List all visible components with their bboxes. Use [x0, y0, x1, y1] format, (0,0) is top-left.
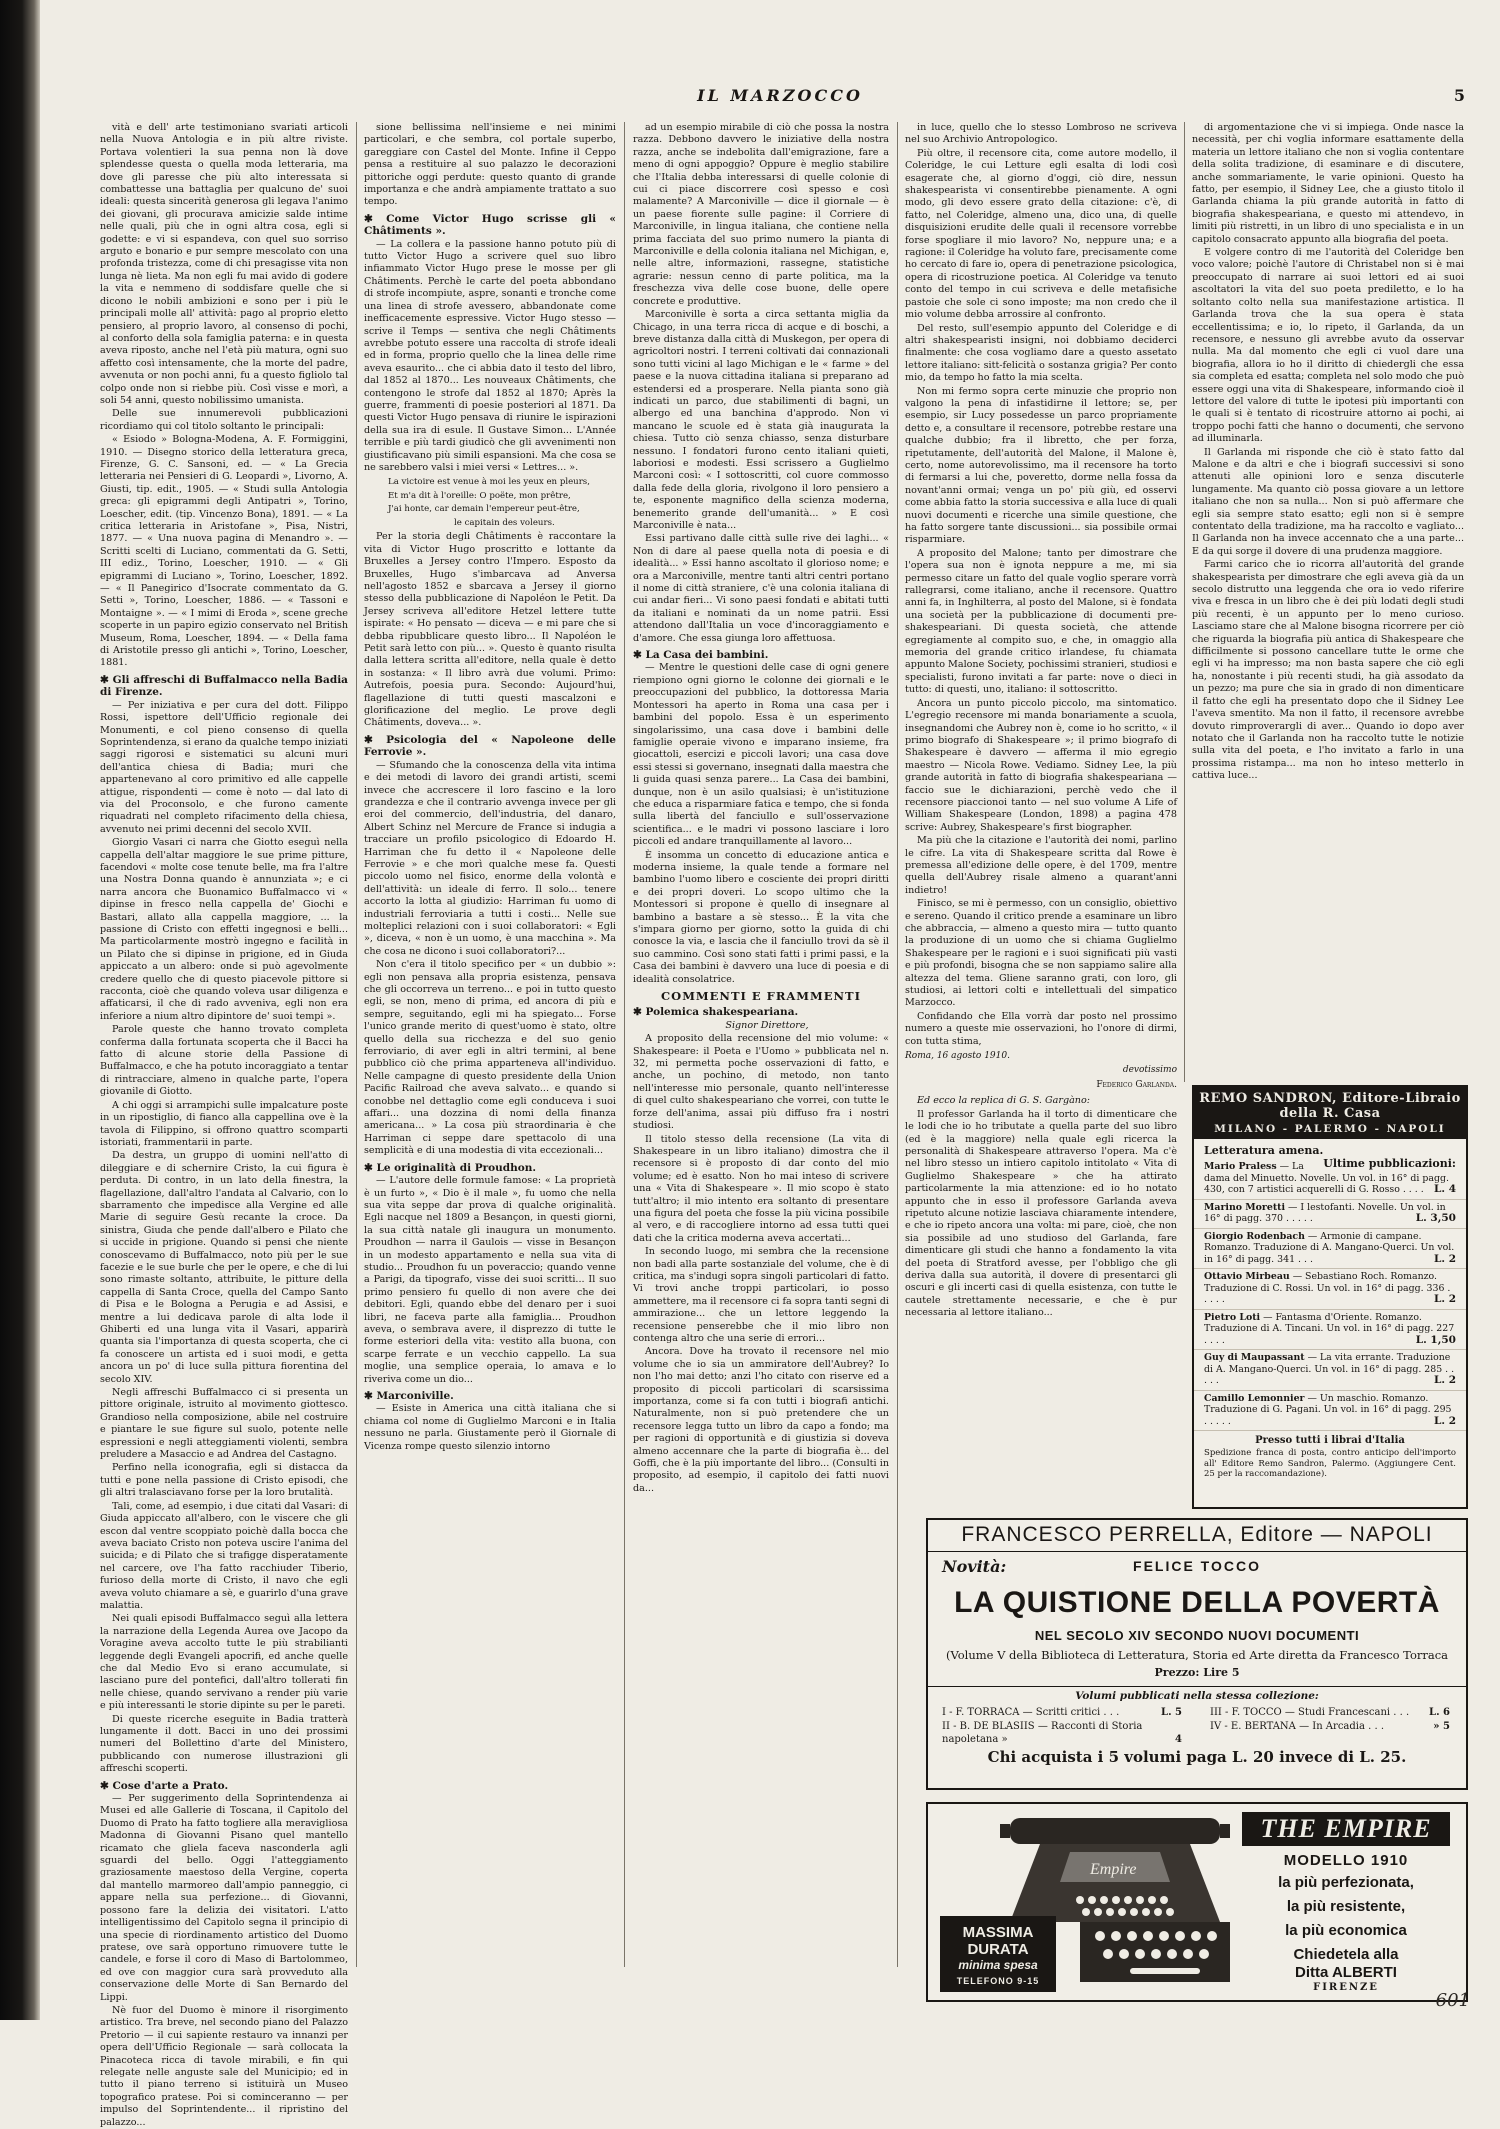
ad-section-right: Ultime pubblicazioni: — [1323, 1157, 1456, 1170]
book-price: L. 2 — [1434, 1293, 1456, 1305]
book-series: (Volume V della Biblioteca di Letteratura, Storia ed Arte diretta da Francesco Torraca — [945, 1648, 1449, 1662]
paragraph: Nè fuor del Duomo è minore il risorgimento artistico. Tra breve, nel secondo piano del Palazzo Pretorio — il cui sapiente restauro va innanzi per opera dell'Ufficio Regionale — sarà collocata la Pinacoteca ricca di tavole mirabili, e fin qui relegate nelle anguste sale del Municipio; ed in tutto il piano terreno si istituirà un Museo topografico pratese. Poi si cominceranno — per impulso del Soprintendente... il ripristino del palazzo... — [100, 2004, 348, 2128]
poem-line: J'ai honte, car demain l'empereur peut-être, — [388, 504, 580, 515]
publisher-name: FRANCESCO PERRELLA, Editore — NAPOLI — [928, 1520, 1466, 1552]
paragraph: — Sfumando che la conoscenza della vita intima e dei metodi di lavoro dei grandi artisti, scemi invece che accrescere il loro fascino e la loro grandezza e che il contrario avvenga invece per gli eroi del commercio, dell'industria, del danaro, Albert Schinz nel Mercure de France si indugia a tracciare un profilo psicologico di Edoardo H. Harriman che fu detto il « Napoleone delle Ferrovie » e che morì qualche mese fa. Questi piccolo uomo nel fisico, enorme della volontà e dell'attività: un ideale di ferro. Il solo... tenere accorto la lotta al giudizio: Harriman fu uomo di industriali ferroviaria a tutti i costi... Nelle sue molteplici relazioni con i suoi collaboratori: « Egli », diceva, « non è un uomo, è una macchina ». Ma che cosa ne dicono i suoi collaboratori?... — [364, 759, 616, 957]
paragraph: — Per iniziativa e per cura del dott. Filippo Rossi, ispettore dell'Ufficio regionale dei Monumenti, e col pieno consenso di quella Soprintendenza, si erano da qualche tempo iniziati saggi rigorosi e sistematici su alcuni muri dell'antica chiesa di Badia; muri che appartenevano al coro primitivo ed alle cappelle attigue, rispondenti — come è noto — dal lato di via del Proconsolo, e che furono camente riquadrati nel completo rifacimento della chiesa, avvenuto nei primi decenni del secolo XVII. — [100, 699, 348, 835]
volume-title: III - F. TOCCO — Studi Francescani . . . — [1210, 1707, 1410, 1718]
paragraph: Essi partivano dalle città sulle rive dei laghi... « Non di dare al paese quella nota di poesia e di idealità... » Essi hanno ascoltato il glorioso nome; e ora a Marconiville, mentre tanti altri centri portano il nome di città straniere, c'è una colonia italiana di cui andar fieri... Vi sono paesi fondati e abitati tutti da italiani e nominati da un nome patrii. Essi attendono dall'Italia un voce d'incoraggiamento e d'amore. Che essa giunga loro affettuosa. — [633, 533, 889, 644]
book-entry — [1194, 1269, 1466, 1310]
book-price: L. 2 — [1434, 1374, 1456, 1386]
paragraph: Giorgio Vasari ci narra che Giotto eseguì nella cappella dell'altar maggiore le sue prime pitture, facendovi « molte cose tenute belle, ma fra l'altre una Nostra Donna quando è annunziata »; e ci narra ancora che Buonamico Buffalmacco vi « dipinse in fresco nella cappella de' Giochi e Bastari, allato alla cappella maggiore, ... la passione di Cristo con effetti ingegnosi e belli... Ma particolarmente mostrò ingegno e facilità in un Pilato che si dipinse in prigione, ed in Giuda appiccato a un albero: onde si può agevolmente credere quello che di questo piacevole pittore si racconta, cioè che quando voleva usar diligenza e affaticarsi, il che di rado avveniva, egli non era inferiore a nium altro dipintore de' suoi tempi ». — [100, 837, 348, 1022]
paragraph: Parole queste che hanno trovato completa conferma dalla fortunata scoperta che il Bacci ha fatto di alcune storie della Passione di Buffalmacco, e che ha potuto incoraggiato a tentar di rintracciare, almeno in qualche parte, l'opera giovanile di Giotto. — [100, 1024, 348, 1098]
closing: devotissimo — [1122, 1065, 1177, 1076]
paragraph: di argomentazione che vi si impiega. Onde nasce la necessità, per chi voglia informare esattamente della materia un lettore italiano che non si voglia contentare della solita tradizione, di esaminare e di discutere, anche sommariamente, le varie opinioni. Questo ha fatto, per esempio, il Sidney Lee, che a giusto titolo il Garlanda chiama la più grande autorità in fatto di biografia shakespeariana, e questo mi attendevo, in limiti più ristretti, in un libro di uno specialista e in un capitolo consacrato appunto alla biografia del poeta. — [1192, 122, 1464, 245]
book-author: Marino Moretti — [1204, 1201, 1286, 1213]
book-entry — [1194, 1200, 1466, 1229]
published-volume — [942, 1706, 1182, 1719]
article-heading: ✱ Cose d'arte a Prato. — [100, 1779, 229, 1792]
paragraph: Di queste ricerche eseguite in Badia tratterà lungamente il dott. Bacci in uno dei prossimi numeri del Bollettino d'arte del Ministero, pubblicando con numerose illustrazioni gli affreschi scoperti. — [100, 1713, 348, 1775]
book-subtitle: NEL SECOLO XIV SECONDO NUOVI DOCUMENTI — [1034, 1628, 1360, 1643]
bibliography: « Esiodo » Bologna-Modena, A. F. Formiggini, 1910. — Disegno storico della letteratura greca, Firenze, G. C. Sansoni, ed. — « La Grecia letteraria nei Pensieri di G. Leopardi », Livorno, A. Giusti, tip. edit., 1905. — « Studi sulla Antologia greca: gli epigrammi degli Antipatri », Torino, Loescher, edit. (tip. Vincenzo Bona), 1891. — « La critica letteraria in Aristofane », Pisa, Nistri, 1877. — « Una nuova pagina di Menandro ». — Scritti scelti di Luciano, commentati da G. Setti, III ediz., Torino, Loescher, 1910. — « Gli epigrammi di Luciano », Torino, Loescher, 1892. — « Il Panegirico d'Isocrate commentato da G. Setti », Torino, Loescher, 1886. — « Tassoni e Montaigne ». — « I mimi di Eroda », scene greche scoperte in un papiro egizio conservato nel British Museum, Roma, Loescher, 1894. — « Della fama di Aristotile presso gli antichi », Torino, Loescher, 1881. — [100, 434, 348, 669]
article-heading: ✱ Gli affreschi di Buffalmacco nella Badia di Firenze. — [100, 673, 348, 699]
paragraph: A proposito della recensione del mio volume: « Shakespeare: il Poeta e l'Uomo » pubblicata nel n. 32, mi permetta poche osservazioni di fatto, e anche, un pochino, di metodo, non tanto nell'interesse mio personale, quanto nell'interesse di quel culto shakespeariano che vorrei, con tutte le forze dell'anima, assai più diffuso fra i nostri studiosi. — [633, 1033, 889, 1132]
ad-section-label: Letteratura amena. — [1204, 1144, 1324, 1157]
article-heading: ✱ Psicologia del « Napoleone delle Ferrovie ». — [364, 733, 616, 759]
typewriter-carriage — [1010, 1818, 1220, 1844]
book-title: LA QUISTIONE DELLA POVERTÀ — [954, 1586, 1440, 1619]
book-description: — La vita errante. Traduzione di A. Mangano-Querci. Un vol. in 16° di pagg. 285 . . . . . — [1204, 1352, 1455, 1386]
poem-line: le capitain des voleurs. — [454, 517, 555, 528]
volume-price: » 5 — [1433, 1721, 1450, 1732]
paragraph: — La collera e la passione hanno potuto più di tutto Victor Hugo a scrivere quel suo libro infiammato Victor Hugo prese le mosse per gli Châtiments. Perchè le carte del poeta abbondano di strofe incompiute, aspre, sonanti e tronche come una linea di strofe avessero, abbandonate come inefficacemente espressive. Victor Hugo stesso — scrive il Temps — sentiva che negli Châtiments avrebbe potuto essere una raccolta di strofe ideali ed in forma, proprio quello che la linea delle rime aveva esaurito... che ci abbia dato il testo del libro, dal 1852 al 1870... Les nouveaux Châtiments, che contengono le strofe dal 1852 al 1870; Après la guerre, frammenti di poesie posteriori al 1871. Da questi Victor Hugo pensava di riunire le ispirazioni della sua ira di esule. Il Gustave Simon... L'Année terrible e più tardi giudicò che gli avvenimenti non giustificavano più simili espansioni. Ma che cosa se ne sarebbero valsi i miei versi « Lettres... ». — [364, 238, 616, 473]
book-entry — [1194, 1391, 1466, 1432]
column-3 — [633, 122, 889, 1962]
column-rule — [356, 122, 357, 1967]
paragraph: — L'autore delle formule famose: « La proprietà è un furto », « Dio è il male », fu uomo che nella sua vita seppe dar prova di qualche originalità. Egli nacque nel 1809 a Besançon, in questi giorni, la sua città natale gli inaugura un monumento. Proudhon — narra il Gaulois — visse in Besançon in un modesto appartamento e nella sua vita di studio... Proudhon fu un poveraccio; quando venne a Parigi, da tipografo, visse dei suoi scritti... Il suo primo pensiero fu quello di non avere che dei debitori. Egli, quando ebbe del denaro per i suoi libri, ne faceva parte alla famiglia... Proudhon aveva, o sembrava avere, il disprezzo di tutte le forme esteriori della vita: vestito alla buona, con scarpe ferrate e un vecchio cappello. La sua moglie, una semplice operaia, lo amava e lo riveriva come un dio... — [364, 1175, 616, 1385]
published-volume — [942, 1720, 1182, 1746]
empire-claim: la più resistente, — [1286, 1898, 1406, 1915]
empire-brand: THE EMPIRE — [1242, 1812, 1450, 1846]
paragraph: A proposito del Malone; tanto per dimostrare che l'opera sua non è ignota neppure a me, mi sia permesso citare un fatto del quale voglio sperare vorrà rallegrarsi, come italiano, anche il recensore. Quattro anni fa, in Inghilterra, al posto del Malone, si è fondata una società per la pubblicazione di documenti pre-shakespeariani. Di questa società, che attende egregiamente al compito suo, e che, in omaggio alla memoria del grande critico irlandese, fu chiamata appunto Malone Society, pochissimi stranieri, studiosi e specialisti, furono invitati a far parte: nove o dieci in tutto: di questi, uno, italiano: il sottoscritto. — [905, 547, 1177, 696]
ad-title: REMO SANDRON, Editore-Libraio della R. Casa — [1194, 1087, 1466, 1123]
book-entry — [1194, 1229, 1466, 1270]
book-price: L. 2 — [1434, 1414, 1456, 1427]
book-description: — Armonie di campane. Romanzo. Traduzione di A. Mangano-Querci. Un vol. in 16° di pagg. 341 . . . — [1204, 1230, 1455, 1265]
article-heading: ✱ Come Victor Hugo scrisse gli « Châtiments ». — [364, 212, 616, 238]
book-author: Camillo Lemonnier — [1204, 1392, 1305, 1404]
article-heading: ✱ Le originalità di Proudhon. — [364, 1161, 537, 1174]
paragraph: A chi oggi si arrampichi sulle impalcature poste in un ripostiglio, di fianco alla cappellina ove è la tavola di Filippino, si offrono quattro scomparti istoriati, frammentarii in parte. — [100, 1099, 348, 1148]
paragraph: In secondo luogo, mi sembra che la recensione non badi alla parte sostanziale del volume, che è di critica, ma s'indugi sopra singoli particolari di fatto. Vi trovi anche troppi particolari, io posso ammettere, ma il recensore ci fa sopra tanti segni di ammirazione... che un lettore leggendo la recensione penserebbe che il mio libro non contenga altro che una serie di errori... — [633, 1246, 889, 1344]
paragraph: in luce, quello che lo stesso Lombroso ne scriveva nel suo Archivio Antropologico. — [905, 122, 1177, 146]
paragraph: Delle sue innumerevoli pubblicazioni ricordiamo qui col titolo soltanto le principali: — [100, 408, 348, 432]
book-author: Ottavio Mirbeau — [1204, 1271, 1290, 1282]
salutation: Signor Direttore, — [725, 1019, 809, 1031]
paragraph: Tali, come, ad esempio, i due citati dal Vasari: di Giuda appiccato all'albero, con le viscere che gli escon dal ventre scoppiato poichè dalla bocca che aveva baciato Cristo non poteva uscire l'anima del suicida; e di Pilato che si trafigge disperatamente nel carcere, ove l'ha fatto racchiuder Tiberio, furioso della morte di Cristo, il navo che egli aveva voluto chiamare a sè, e guarirlo d'una grave malattia. — [100, 1500, 348, 1611]
section-title: COMMENTI E FRAMMENTI — [661, 989, 861, 1004]
svg-text:Empire: Empire — [1090, 1861, 1137, 1878]
ad-footer: Presso tutti i librai d'Italia — [1255, 1435, 1405, 1446]
column-rule — [1184, 122, 1185, 1082]
dateline: Roma, 16 agosto 1910. — [905, 1051, 1010, 1062]
book-description: — Sebastiano Roch. Romanzo. Traduzione di C. Rossi. Un vol. in 16° di pagg. 336 . . . . . — [1204, 1271, 1451, 1305]
poem-line: La victoire est venue à moi les yeux en pleurs, — [388, 477, 590, 488]
paragraph: Nei quali episodi Buffalmacco seguì alla lettera la narrazione della Legenda Aurea ove Jacopo da Voragine aveva accolto tutte le più strabilianti leggende degli Evangeli apocrifi, ed anche quelle che dal Medio Evo si erano accumulate, si lasciano pure del pontefici, dall'altro tollerati fin nelle chiese, quando servivano a render più varie e più interessanti le storie dipinte su per le pareti. — [100, 1613, 348, 1712]
paragraph: Perfino nella iconografia, egli si distacca da tutti e pone nella passione di Cristo episodi, che gli altri tralasciavano forse per la loro brutalità. — [100, 1462, 348, 1499]
paragraph: Per la storia degli Châtiments è raccontare la vita di Victor Hugo proscritto e lottante da Bruxelles a Jersey contro l'Impero. Esposto da Bruxelles, Hugo s'imbarcava ad Anversa nell'agosto 1852 e sbarcava a Jersey il giorno stesso della pubblicazione di Napoléon le Petit. Da Jersey scriveva all'editore Hetzel lettere tutte ispirate: « Ho pensato — diceva — e mi pare che si debba ripubblicare questo libro... Il Napoléon le Petit sarà letto con più... ». Questo è quanto risulta dalla lettera scritta all'editore, nella quale è detto in sostanza: « Il libro avrà due volumi. Primo: Autrefois, poesia pura. Secondo: Aujourd'hui, flagellazione di tutti questi mascalzoni e glorificazione del meglio. Le prove degli Châtiments, doveva... ». — [364, 531, 616, 729]
handwritten-folio-number: 601 — [1435, 1990, 1470, 2011]
article-heading: ✱ La Casa dei bambini. — [633, 649, 769, 662]
signer: Federico Garlanda. — [1096, 1079, 1177, 1090]
paragraph: Non mi fermo sopra certe minuzie che proprio non valgono la pena di infastidirne il lettore; se, per esempio, sir Lucy possedesse un parco propriamente detto e, a consultare il recensore, potrebbe restare una qualche dubbio; fra il libretto, che per forza, ripetutamente, dell'autorità del Malone, il Malone è, certo, nome autorevolissimo, ma il recensore ha torto di fermarsi a lui che, poveretto, dorme nella fossa da novant'anni ormai; venga un po' più giù, ed osservi come abbia fatto la storia successiva e alla luce di quali nuovi documenti e ricerche una simile questione, che ha fatto sorgere tante discussioni... sia possibile ormai risparmiare. — [905, 385, 1177, 546]
article-heading: ✱ Polemica shakespeariana. — [633, 1006, 799, 1019]
paragraph: E volgere contro di me l'autorità del Coleridge ben voco valore; poichè l'autore di Christabel non si è mai preoccupato di narrare ai suoi lettori ed ai suoi ascoltatori la vita del suo poeta prediletto, e lo ha soltanto colto nella sua manifestazione artistica. Il Garlanda trova che la sua opera è stata eccellentissima; e io, lo ripeto, il Garlanda, da un recensore, e nessuno gli avrebbe avuto da osservar nulla. Ma dal momento che egli ci vuol dare una biografia, allora io ho il diritto di chiedergli che essa sia completa ed esatta; completa nel solo modo che può essere oggi una vita di Shakespeare, informando cioè il lettore del valore di tutte le ipotesi più importanti con le quali si è tentato di ricostruire attorno ai pochi, ai troppo pochi fatti che hanno o documenti, che servono ad illuminarla. — [1192, 247, 1464, 445]
published-heading: Volumi pubblicati nella stessa collezione: — [928, 1686, 1466, 1702]
paragraph: È insomma un concetto di educazione antica e moderna insieme, la quale tende a formare nel bambino l'uomo libero e cosciente dei propri diritti e dei propri doveri. Lo scopo ultimo che la Montessori si propone è quello di insegnare al bambino a bastare a sè stesso... È la vita che s'impara giorno per giorno, sotto la guida di chi conosce la via, e lascia che il fanciullo trovi da sè il suo cammino. Così sono stati fatti i primi passi, e la Casa dei bambini è davvero una luce di poesia e di idealità consolatrice. — [633, 849, 889, 985]
book-price: L. 2 — [1434, 1252, 1456, 1265]
paragraph: Del resto, sull'esempio appunto del Coleridge e di altri shakespearisti insigni, noi dobbiamo deciderci finalmente: che cosa vogliamo dare a questo assetato lettore italiano: sitt-felicità o sostanza grigia? Per conto mio, da tempo ho fatto la mia scelta. — [905, 322, 1177, 384]
paragraph: Il professor Garlanda ha il torto di dimenticare che le lodi che io ho tributate a quella parte del suo libro (ed è la maggiore) nella quale egli ricerca la personalità di Shakespeare attraverso l'opera. Ma c'è nel libro stesso un intiero capitolo intitolato « Vita di Guglielmo Shakespeare » che ha attirato particolarmente la mia attenzione: ed io ho notato appunto che in esso il professore Garlanda aveva ripetuto alcune notizie lasciava chiaramente intendere, e che io ripeto ancora una volta: mi pare, cioè, che non sia possibile ad uno studioso del Garlanda, fare dimenticare gli studi che hanno a fondamento la vita del poeta di Stratford avesse, per l'obbligo che gli deriva dalla sua autorità, il dovere di presentarci gli oscuri e gli incerti casi di quella esistenza, con tutte le cautele strettamente necessarie, e che è pur necessaria al lettore italiano... — [905, 1108, 1177, 1319]
column-5 — [1192, 122, 1464, 1082]
paragraph: Più oltre, il recensore cita, come autore modello, il Coleridge, le cui Letture egli esalta di lodi così esagerate che, al giorno d'oggi, ciò dire, nessun shakespearista vi consentirebbe pienamente. A ogni modo, gli devo essere grato della citazione: c'è, di fatto, nel Coleridge, almeno una, dico una, di quelle disquisizioni erudite delle quali il recensore vorrebbe forse spogliare il mio lavoro? No, neppure una; e a ragione: il Coleridge ha voluto fare, precisamente come ho cercato di fare io, opera di penetrazione psicologica, opera di ricostruzione poetica. Al Coleridge va tenuto conto del tempo in cui scriveva e delle metafisiche pastoie che sole ci sono imposte; ma non credo che il mio volume debba arrossire al confronto. — [905, 147, 1177, 321]
paragraph: Farmi carico che io ricorra all'autorità del grande shakespearista per dimostrare che egli aveva già da un secolo distrutto una leggenda che ora io vedo riferire viva e fresca in un libro che è dei più lodati degli studi più recenti, è un appunto per lo meno curioso. Lasciamo stare che al Malone bisogna ricorrere per ciò che riguarda la biografia più antica di Shakespeare che difficilmente si possono cancellare tutte le orme che egli vi ha impresso; ma non basta sapere che ciò egli ha, nonostante i più recenti studi, ha già assodato da un pezzo; ma pure che sia in grado di non dimenticare il fatto che egli ha presentato dopo che il Sidney Lee l'aveva smentito. Ma non il fatto, il recensore avrebbe dovuto rimproverargli di aver... Quando io dopo aver notato che il Garlanda non ha raccolto tutte le notizie sulla vita del poeta, e l'ho invitato a farlo in una prossima ristampa... ma non ho inteso metterlo in cattiva luce... — [1192, 559, 1464, 782]
paragraph: Marconiville è sorta a circa settanta miglia da Chicago, in una terra ricca di acque e di boschi, a breve distanza dalla città di Muskegon, per opera di agricoltori nostri. I terreni coltivati dai connazionali sono tutti vicini al lago Michigan e le « farme » del paese e la nuova cittadina italiana si preparano ad estendersi ed a prosperare. Nella pianta sono già indicati un parco, due stabilimenti di bagni, un albergo ed una banchina d'approdo. Non vi mancano le scuole ed è stata già inaugurata la chiesa. Tutto ciò senza chiasso, senza disturbare nessuno. I fondatori furono cento italiani quieti, laboriosi e modesti. Essi scrissero a Guglielmo Marconi così: « I sottoscritti, col cuore commosso dalla fede della gloria, rivolgono il loro pensiero a te, esponente magnifico della scienza moderna, benemerito grande dell'umanità... » E così Marconiville è nata... — [633, 309, 889, 531]
paragraph: Il Garlanda mi risponde che ciò è stato fatto dal Malone e da altri e che i biografi successivi si sono attenuti alle opinioni loro e senza discuterle lungamente. Ma quanto ciò possa giovare a un lettore italiano che non sa nulla... Non si può affermare che egli sia sempre stato esatto; egli non si è sempre contentato della tradizione, ma ha raccolto e vagliato... Il Garlanda non ha invece accennato che a una parte... E da qui sorge il dovere di una prudenza maggiore. — [1192, 446, 1464, 557]
paragraph: vità e dell' arte testimoniano svariati articoli nella Nuova Antologia e in più altre riviste. Portava volentieri la sua penna non là dove splendesse questa o quella moda letteraria, ma dove gli paresse che più alto interessata si combattesse una battaglia per qualcuno de' suoi ideali: questa sincerità generosa gli legava l'animo dei giovani, gli procurava amicizie salde intime nelle quali, più che in ogni altra cosa, egli si godette: e vi si espandeva, con quel suo sorriso arguto e bonario e pur sempre mescolato con una profonda tristezza, come di chi presagisse vita non lunga nè lieta. Ma non egli fu mai avido di godere la vita e nemmeno di soddisfare quelle che si dicono le nobili ambizioni e sono per i più le principali molle all' attività: pago al proprio eletto pensiero, al proprio lavoro, al consenso di pochi, al conforto della sola famiglia paterna: e in questa aveva riposto, anche nel l'età più matura, ogni suo affetto così intensamente, che la morte del padre, avvenuta or non pochi anni, fu a questo figliolo tal colpo onde non si riebbe più. Così visse e morì, a soli 54 anni, questo nobilissimo umanista. — [100, 122, 348, 406]
sandron-advertisement — [1192, 1085, 1468, 1509]
empire-city: FIRENZE — [1313, 1982, 1379, 1993]
column-rule — [624, 122, 625, 1967]
book-entry — [1194, 1350, 1466, 1391]
volume-title: II - B. DE BLASIIS — Racconti di Storia napoletana » — [942, 1721, 1143, 1745]
book-description: — Un maschio. Romanzo. Traduzione di G. Pagani. Un vol. in 16° di pagg. 295 . . . . . — [1204, 1392, 1452, 1427]
poem-line: Et m'a dit à l'oreille: O poëte, mon prêtre, — [388, 490, 571, 501]
column-4 — [905, 122, 1177, 1319]
published-volume — [1210, 1720, 1450, 1733]
cta-line: Chiedetela alla — [1293, 1946, 1399, 1963]
empire-claim: la più perfezionata, — [1278, 1874, 1414, 1891]
paragraph: Non c'era il titolo specifico per « un dubbio »: egli non pensava alla propria esistenza, pensava che gli occorreva un terreno... e poi in tutto questo egli, se non, meno di prima, ed ancora di più e sempre, seguitando, egli mi ha spiegato... Forse l'unico grande merito di quest'uomo è stato, oltre quello della sua ricchezza e del suo genio ferroviario, di aver egli in altri termini, al bene pubblico ciò che prima apparteneva all'individuo. Nelle campagne di questo presidente della Union Pacific Railroad che aveva salvato... e quando si conobbe nel dettaglio come egli conduceva i suoi affari... una dozzina di nomi della finanza americana... » La cosa più straordinaria è che Harriman ci seppe dare spettacolo di una semplicità e di una modestia di vita eccezionali... — [364, 959, 616, 1157]
paragraph: Negli affreschi Buffalmacco ci si presenta un pittore originale, istruito al movimento giottesco. Grandioso nella composizione, abile nel costruire e piantare le sue figure sul suolo, potente nelle espressioni e negli atteggiamenti violenti, sembra preludere a Masaccio e ad Andrea del Castagno. — [100, 1387, 348, 1461]
page-binding-shadow — [0, 0, 40, 2020]
paragraph: Confidando che Ella vorrà dar posto nel prossimo numero a queste mie osservazioni, ho l'onore di dirmi, con tutta stima, — [905, 1010, 1177, 1047]
durability-box — [940, 1916, 1056, 1992]
paragraph: Finisco, se mi è permesso, con un consiglio, obiettivo e sereno. Quando il critico prende a esaminare un libro che abbraccia, — almeno a questo mira — tutto quanto la produzione di un uomo che si chiama Guglielmo Shakespeare per le ragioni e i suoi significati più vasti e più profondi, bisogna che se non sappiamo salire alla altezza del tema. Gliene saranno grati, con loro, gli studiosi, ai lettori colti e intellettuali del simpatico Marzocco. — [905, 898, 1177, 1009]
book-description: — Fantasma d'Oriente. Romanzo. Traduzione di A. Tincani. Un vol. in 16° di pagg. 227 . . . . — [1204, 1311, 1455, 1346]
paragraph: — Mentre le questioni delle case di ogni genere riempiono ogni giorno le colonne dei giornali e le preoccupazioni del pubblico, la dottoressa Maria Montessori ha aperto in Roma una casa per i bambini del popolo. Essa è un esperimento singolarissimo, una casa dove i bambini delle famiglie operaie vivono e imparano insieme, fra giocattoli, esercizi e piccoli lavori; una casa dove essi stessi si governano, insegnati dalla maestra che li guida quasi senza parere... La Casa dei bambini, dunque, non è un asilo qualsiasi; è un'istituzione che educa a risparmiare fatica e tempo, che si fonda sulla libertà del fanciullo e sull'osservazione scientifica... e le madri vi possono lasciare i loro piccoli ed andare tranquillamente al lavoro... — [633, 662, 889, 848]
page-number: 5 — [1453, 86, 1465, 105]
published-volume — [1210, 1706, 1450, 1719]
paragraph: Ma più che la citazione e l'autorità dei nomi, parlino le cifre. La vita di Shakespeare scritta dal Rowe è premessa all'edizione delle opere, è del 1709, mentre quella dell'Aubrey risale almeno a quarant'anni indietro! — [905, 835, 1177, 896]
paragraph: Ancora un punto piccolo piccolo, ma sintomatico. L'egregio recensore mi manda bonariamente a scuola, insegnandomi che Aubrey non è, come io ho scritto, « il primo biografo di Shakespeare »; il primo biografo di Shakespeare è davvero — afferma il mio egregio maestro — Nicola Rowe. Vediamo. Sidney Lee, la più grande autorità in fatto di biografia shakespeariana — faccio sue le dichiarazioni, perchè vedo che il recensore piaccionoi tanto — nel suo volume A Life of William Shakespeare (London, 1898) a pagina 478 scrive: Aubrey, Shakespeare's first biographer. — [905, 697, 1177, 833]
volume-price: 4 — [1175, 1734, 1182, 1745]
book-price: Prezzo: Lire 5 — [1154, 1666, 1240, 1679]
paragraph: — Per suggerimento della Soprintendenza ai Musei ed alle Gallerie di Toscana, il Capitolo del Duomo di Prato ha fatto togliere alla meravigliosa Madonna di Giovanni Pisano quel mantello ricamato che gliela faceva nasconderla agli sguardi del bello. Oggi l'atteggiamento graziosamente maestoso della Vergine, coperta dal mantello marmoreo dall'ampio panneggio, ci appare nella sua perfezione... di Giovanni, possono fare la delizia dei visitatori. L'atto intelligentissimo del Capitolo segna il principio di una specie di riordinamento artistico del Duomo pratese, ove sarà opportuno rimuovere tutte le candele, e forse il coro di Maso di Bartolommeo, ed ove con maggior cura sarà provveduto alla conservazione delle Morte di San Bernardo del Lippi. — [100, 1793, 348, 2003]
volume-title: I - F. TORRACA — Scritti critici . . . — [942, 1707, 1120, 1718]
volume-title: IV - E. BERTANA — In Arcadia . . . — [1210, 1721, 1385, 1732]
paragraph: sione bellissima nell'insieme e nei minimi particolari, e che sembra, col portale superbo, gareggiare con Castel del Monte. Infine il Ceppo pensa a restituire al suo palazzo le decorazioni pittoriche oggi perdute: questo quanto di grande importanza e che andrà ampiamente trattato a suo tempo. — [364, 122, 616, 208]
masthead: IL MARZOCCO — [697, 86, 863, 105]
book-author: Guy di Maupassant — [1204, 1352, 1305, 1363]
novita-label: Novità: — [942, 1557, 1007, 1576]
book-description: — I lestofanti. Novelle. Un vol. in 16° di pagg. 370 . . . . . — [1204, 1201, 1446, 1224]
paragraph: — Esiste in America una città italiana che si chiama col nome di Guglielmo Marconi e in Italia nessuno ne parla. Giustamente però il Giornale di Vicenza rompe questo silenzio intorno — [364, 1403, 616, 1452]
empire-model: MODELLO 1910 — [1283, 1852, 1409, 1869]
book-author: Giorgio Rodenbach — [1204, 1230, 1305, 1242]
reply-heading: Ed ecco la replica di G. S. Gargàno: — [917, 1095, 1090, 1107]
empire-claim: la più economica — [1285, 1922, 1407, 1939]
box-line: DURATA — [967, 1941, 1029, 1958]
volume-price: L. 6 — [1429, 1707, 1450, 1718]
box-line: MASSIMA — [962, 1924, 1034, 1941]
empire-advertisement — [926, 1802, 1468, 2002]
book-author: Mario Praless — [1204, 1161, 1277, 1172]
paragraph: Il titolo stesso della recensione (La vita di Shakespeare in un libro italiano) dimostra che il recensore si è proposto di dar conto del mio volume; ed è esatto. Non ho mai inteso di scrivere una « Vita di Shakespeare ». Il mio scopo è stato tutt'altro; il mio intento era soltanto di presentare una figura del poeta che fosse la più vicina possibile al vero, e di raccogliere intorno ad essa tutti quei dati che la critica moderna aveva accertati... — [633, 1133, 889, 1244]
ad-cities: MILANO - PALERMO - NAPOLI — [1194, 1123, 1466, 1139]
book-price: L. 3,50 — [1415, 1212, 1456, 1224]
volume-price: L. 5 — [1161, 1707, 1182, 1718]
book-list — [1194, 1159, 1466, 1431]
perrella-advertisement — [926, 1518, 1468, 1790]
bundle-offer: Chi acquista i 5 volumi paga L. 20 invece di L. 25. — [987, 1748, 1407, 1766]
empire-cta — [1242, 1946, 1450, 1982]
page-header — [95, 86, 1465, 116]
paragraph: Da destra, un gruppo di uomini nell'atto di dileggiare e di schernire Cristo, la cui figura è perduta. Di contro, in un lato della finestra, la flagellazione, dall'altro l'andata al Calvario, con lo sbarramento che impedisce alla Vergine ed alle Marie di seguire Gesù recante la croce. Da sinistra, Giuda che pende dall'albero e Pilato che si uccide in prigione. Quando si pensi che niente conoscevamo di Buffalmacco, noto più per le sue facezie e le sue burle che per le opere, e che di lui sono rimaste soltanto, attribuite, le pitture della cappella di Santa Croce, quella del Campo Santo di Pisa e le Bologna a Perugia e ad Assisi, e mentre a lui dedicava parole di alta lode il Ghiberti ed una lunga vita il Vasari, apparirà quanta sia l'importanza di questa scoperta, che ci fa conoscere un artista ed i suoi modi, e getta ancora un po' di luce sulla pittura fiorentina del secolo XIV. — [100, 1150, 348, 1385]
book-author: Pietro Loti — [1204, 1311, 1261, 1323]
ad-footnote: Spedizione franca di posta, contro anticipo dell'importo all' Editore Remo Sandron, Palermo. (Aggiungere Cent. 25 per la raccomandazione). — [1204, 1448, 1456, 1479]
book-entry — [1194, 1310, 1466, 1351]
column-2 — [364, 122, 616, 1962]
book-price: L. 1,50 — [1415, 1333, 1456, 1346]
column-rule — [897, 122, 898, 1967]
paragraph: Ancora. Dove ha trovato il recensore nel mio volume che io sia un ammiratore dell'Aubrey? Io non l'ho mai detto; anzi l'ho citato con riserve ed a proposito di piccoli particolari di scarsissima importanza, come si fa con tutti i biografi antichi. Naturalmente, non si può pretendere che un recensore legga tutto un libro da capo a fondo; ma per ragioni di opportunità e di giustizia si doveva almeno accennare che la parte di biografia è... del Goffi, che è la più importante del libro... (Consulti in proposito, ad esempio, il capitolo dei fatti nuovi da... — [633, 1346, 889, 1494]
box-phone: TELEFONO 9-15 — [956, 1976, 1040, 1986]
book-author: FELICE TOCCO — [1133, 1558, 1261, 1574]
book-price: L. 4 — [1434, 1183, 1456, 1195]
box-line: minima spesa — [958, 1958, 1038, 1972]
article-heading: ✱ Marconiville. — [364, 1390, 454, 1402]
book-description: — La dama del Minuetto. Novelle. Un vol. in 16° di pagg. 430, con 7 artistici acquerelli di G. Rosso . . . . — [1204, 1161, 1449, 1195]
cta-line: Ditta ALBERTI — [1295, 1964, 1397, 1981]
column-1 — [100, 122, 348, 2128]
paragraph: ad un esempio mirabile di ciò che possa la nostra razza. Debbono davvero le iniziative della nostra razza, anche se indebolita dall'emigrazione, fare a meno di ogni appoggio? Oppure è meglio stabilire che l'Italia debba interessarsi di quelle colonie di cui ci piace discorrere così spesso e così malamente? A Marconiville — dice il giornale — è un paese fiorente sulle pagine: il Corriere di Marconiville, in lingua italiana, che contiene nella prima facciata del suo primo numero la pianta di Marconiville e della colonia italiana nel Michigan, e, nelle altre, informazioni, rassegne, statistiche agrarie: nessun cenno di parte politica, ma la freschezza viva delle cose buone, delle opere concrete e produttive. — [633, 122, 889, 307]
